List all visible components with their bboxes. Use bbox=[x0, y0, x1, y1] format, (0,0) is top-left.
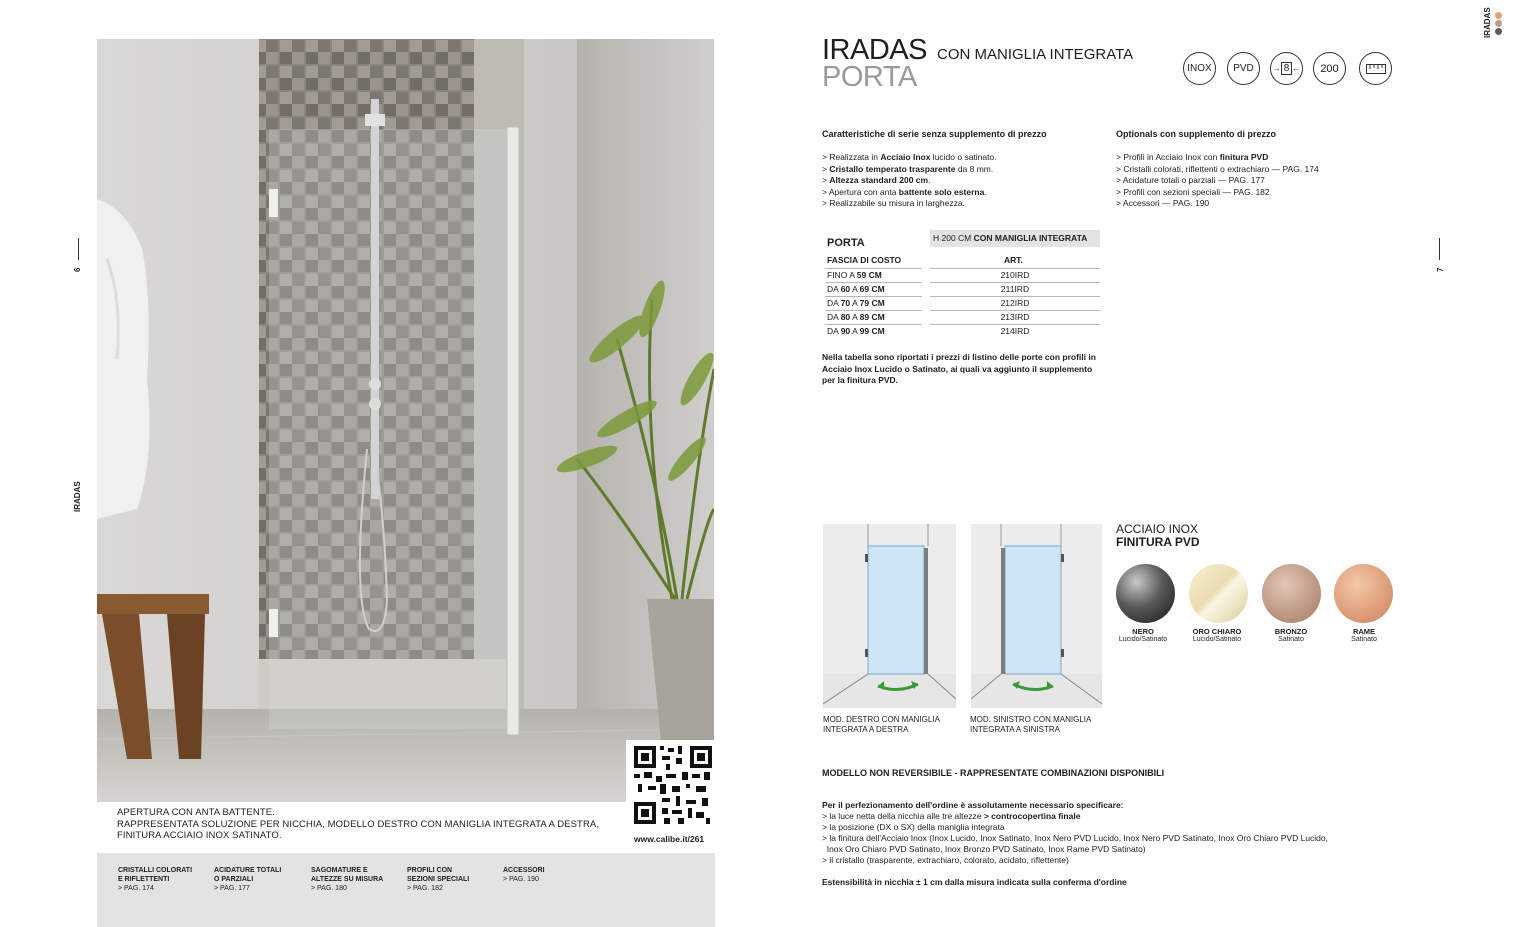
order-requirements bbox=[822, 800, 1328, 866]
finish-sub: Lucido/Satinato bbox=[1192, 636, 1242, 643]
page-number-left: 6 bbox=[73, 267, 82, 272]
list-item: > Acidature totali o parziali — PAG. 177 bbox=[1116, 175, 1265, 185]
table-header-height: H 200 CM CON MANIGLIA INTEGRATA bbox=[930, 230, 1100, 247]
table-row: FINO A 59 CM 210IRD bbox=[825, 268, 1100, 282]
link-colored-glass[interactable]: CRISTALLI COLORATI E RIFLETTENTI > PAG. 174 bbox=[118, 867, 193, 892]
finish-sub: Satinato bbox=[1278, 636, 1304, 643]
extensibility-note: Estensibilità in nicchia ± 1 cm dalla misura indicata sulla conferma d'ordine bbox=[822, 877, 1127, 887]
related-links-strip bbox=[97, 853, 715, 927]
product-subtitle: CON MANIGLIA INTEGRATA bbox=[937, 46, 1134, 63]
standard-features-list bbox=[822, 152, 997, 210]
list-item: > Apertura con anta battente solo esterna. bbox=[822, 186, 987, 197]
link-special-profiles[interactable]: PROFILI CON SEZIONI SPECIALI > PAG. 182 bbox=[407, 867, 470, 892]
link-accessories[interactable]: ACCESSORI > PAG. 190 bbox=[503, 867, 545, 883]
finish-swatch-rame bbox=[1334, 564, 1393, 623]
diagram-caption: MOD. SINISTRO CON MANIGLIA INTEGRATA A SINISTRA bbox=[970, 715, 1092, 734]
list-item: > Realizzabile su misura in larghezza. bbox=[822, 198, 965, 208]
page-rule-right bbox=[1439, 238, 1440, 260]
finish-name: ORO CHIARO bbox=[1192, 627, 1242, 636]
finishes-heading: ACCIAIO INOX FINITURA PVD bbox=[1116, 522, 1200, 549]
list-item: > Profili in Acciaio Inox con finitura PVD bbox=[1116, 152, 1269, 162]
table-title: PORTA bbox=[827, 237, 865, 249]
table-note: Nella tabella sono riportati i prezzi di listino delle porte con profili in Acciaio Inox Lucido o Satinato, ai quali va aggiunto il supplemento per la finitura PVD. bbox=[822, 352, 1096, 385]
ruler-icon bbox=[1359, 52, 1392, 85]
pvd-badge-icon: PVD bbox=[1227, 52, 1260, 85]
side-label-left: IRADAS bbox=[73, 481, 82, 512]
left-door-diagram bbox=[971, 524, 1102, 708]
diagram-left-model bbox=[971, 524, 1102, 708]
finish-swatch-oro-chiaro bbox=[1189, 564, 1248, 623]
inox-badge-icon: INOX bbox=[1183, 52, 1216, 85]
qr-code-icon[interactable] bbox=[626, 740, 715, 832]
link-custom-shapes[interactable]: SAGOMATURE E ALTEZZE SU MISURA > PAG. 180 bbox=[311, 867, 384, 892]
product-name: IRADAS bbox=[822, 34, 927, 66]
finish-sub: Satinato bbox=[1351, 636, 1377, 643]
photo-caption bbox=[117, 807, 599, 842]
non-reversible-note: MODELLO NON REVERSIBILE - RAPPRESENTATE COMBINAZIONI DISPONIBILI bbox=[822, 768, 1165, 778]
caption-line: APERTURA CON ANTA BATTENTE. bbox=[117, 807, 275, 818]
link-etching[interactable]: ACIDATURE TOTALI O PARZIALI > PAG. 177 bbox=[214, 867, 282, 892]
qr-url[interactable]: www.calibe.it/261 bbox=[634, 834, 705, 844]
table-row: DA 90 A 99 CM 214IRD bbox=[825, 324, 1100, 338]
order-heading: Per il perfezionamento dell'ordine è assolutamente necessario specificare: bbox=[822, 800, 1124, 810]
table-col-cost: FASCIA DI COSTO bbox=[827, 255, 902, 265]
finish-dots-icon bbox=[1495, 12, 1503, 40]
table-row: DA 80 A 89 CM 213IRD bbox=[825, 310, 1100, 324]
diagram-caption: MOD. DESTRO CON MANIGLIA INTEGRATA A DESTRA bbox=[823, 715, 940, 734]
list-item: > la finitura dell'Acciaio Inox (Inox Lucido, Inox Satinato, Inox Nero PVD Lucido, Inox Nero PVD Satinato, Inox Oro Chiaro PVD Lucido, bbox=[822, 833, 1328, 843]
caption-line: RAPPRESENTATA SOLUZIONE PER NICCHIA, MODELLO DESTRO CON MANIGLIA INTEGRATA A DESTRA, bbox=[117, 818, 600, 830]
right-door-diagram bbox=[823, 524, 956, 708]
list-item: > il cristallo (trasparente, extrachiaro, colorato, acidato, riflettente) bbox=[822, 855, 1069, 865]
table-row: DA 60 A 69 CM 211IRD bbox=[825, 282, 1100, 296]
glass-thickness-icon: → 8 ← bbox=[1270, 52, 1303, 85]
list-item: > Accessori — PAG. 190 bbox=[1116, 198, 1210, 208]
product-photo bbox=[97, 39, 714, 802]
list-item: > Cristallo temperato trasparente da 8 mm. bbox=[822, 163, 994, 174]
page-number-right: 7 bbox=[1436, 267, 1445, 272]
list-item: Inox Oro Chiaro PVD Satinato, Inox Bronzo PVD Satinato, Inox Rame PVD Satinato) bbox=[822, 844, 1146, 854]
list-item: > la luce netta della nicchia alle tre altezze > controcopertina finale bbox=[822, 811, 1081, 821]
standard-features-heading: Caratteristiche di serie senza supplemento di prezzo bbox=[822, 129, 1047, 139]
finish-swatch-nero bbox=[1116, 564, 1175, 623]
list-item: > la posizione (DX o SX) della maniglia integrata bbox=[822, 822, 1005, 832]
height-200-icon: 200 bbox=[1313, 52, 1346, 85]
list-item: > Cristalli colorati, riflettenti o extrachiaro — PAG. 174 bbox=[1116, 163, 1319, 174]
optional-features-list bbox=[1116, 152, 1319, 210]
optional-features-heading: Optionals con supplemento di prezzo bbox=[1116, 129, 1277, 139]
list-item: > Realizzata in Acciaio Inox lucido o satinato. bbox=[822, 152, 997, 162]
finish-swatch-bronzo bbox=[1262, 564, 1321, 623]
table-col-art: ART. bbox=[1004, 255, 1023, 265]
diagram-right-model bbox=[823, 524, 956, 708]
finish-sub: Lucido/Satinato bbox=[1118, 636, 1168, 643]
list-item: > Altezza standard 200 cm. bbox=[822, 175, 931, 185]
qr-code-panel bbox=[626, 740, 715, 848]
page-rule-left bbox=[78, 238, 79, 260]
list-item: > Profili con sezioni speciali — PAG. 182 bbox=[1116, 186, 1270, 197]
caption-line: FINITURA ACCIAIO INOX SATINATO. bbox=[117, 830, 282, 841]
finish-name: BRONZO bbox=[1274, 627, 1308, 636]
finish-name: NERO bbox=[1132, 627, 1154, 636]
shower-scene-illustration bbox=[97, 39, 714, 802]
product-type: PORTA bbox=[822, 61, 917, 93]
tab-label: IRADAS bbox=[1483, 7, 1492, 38]
finish-name: RAME bbox=[1352, 627, 1376, 636]
table-row: DA 70 A 79 CM 212IRD bbox=[825, 296, 1100, 310]
